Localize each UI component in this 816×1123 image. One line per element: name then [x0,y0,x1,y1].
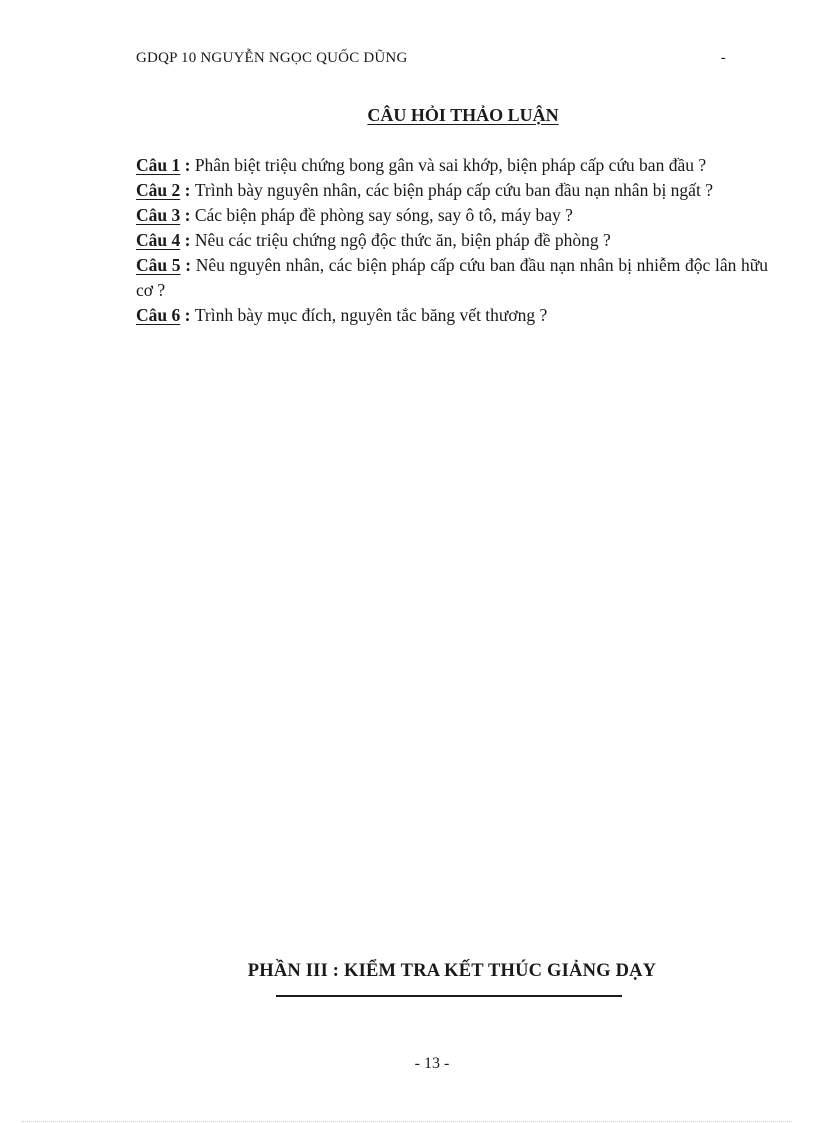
page-header [136,50,728,67]
question-4 [136,228,768,253]
question-label: Câu 3 [136,205,181,225]
section-title-rule [276,995,622,997]
question-5 [136,253,768,303]
question-label: Câu 5 [136,255,181,275]
question-text: Các biện pháp đề phòng say sóng, say ô tô, máy bay ? [194,205,573,225]
question-text: Nêu nguyên nhân, các biện pháp cấp cứu ban đầu nạn nhân bị nhiễm độc lân hữu cơ ? [136,255,769,300]
question-separator: : [180,305,195,325]
question-separator: : [180,255,196,275]
page-bottom-divider [22,1121,792,1122]
question-2 [136,178,768,203]
question-3 [136,203,768,228]
question-label: Câu 6 [136,305,181,325]
section-title: PHẦN III : KIỂM TRA KẾT THÚC GIẢNG DẠY [247,961,657,981]
header-dash: - [720,50,726,66]
question-text: Nêu các triệu chứng ngộ độc thức ăn, biện pháp đề phòng ? [194,230,611,250]
question-6 [136,303,768,328]
question-list [136,153,768,328]
question-separator: : [180,205,195,225]
page-number: - 13 - [414,1055,450,1072]
header-author-text: GDQP 10 NGUYỄN NGỌC QUỐC DŨNG [136,50,408,66]
question-text: Phân biệt triệu chứng bong gân và sai khớp, biện pháp cấp cứu ban đầu ? [194,155,707,175]
question-label: Câu 1 [136,155,181,175]
question-separator: : [180,230,195,250]
question-1 [136,153,768,178]
question-separator: : [180,180,195,200]
question-text: Trình bày mục đích, nguyên tắc băng vết thương ? [194,305,548,325]
question-label: Câu 2 [136,180,181,200]
discussion-title: CÂU HỎI THẢO LUẬN [367,105,559,125]
question-separator: : [180,155,195,175]
question-label: Câu 4 [136,230,181,250]
question-text: Trình bày nguyên nhân, các biện pháp cấp cứu ban đầu nạn nhân bị ngất ? [194,180,713,200]
